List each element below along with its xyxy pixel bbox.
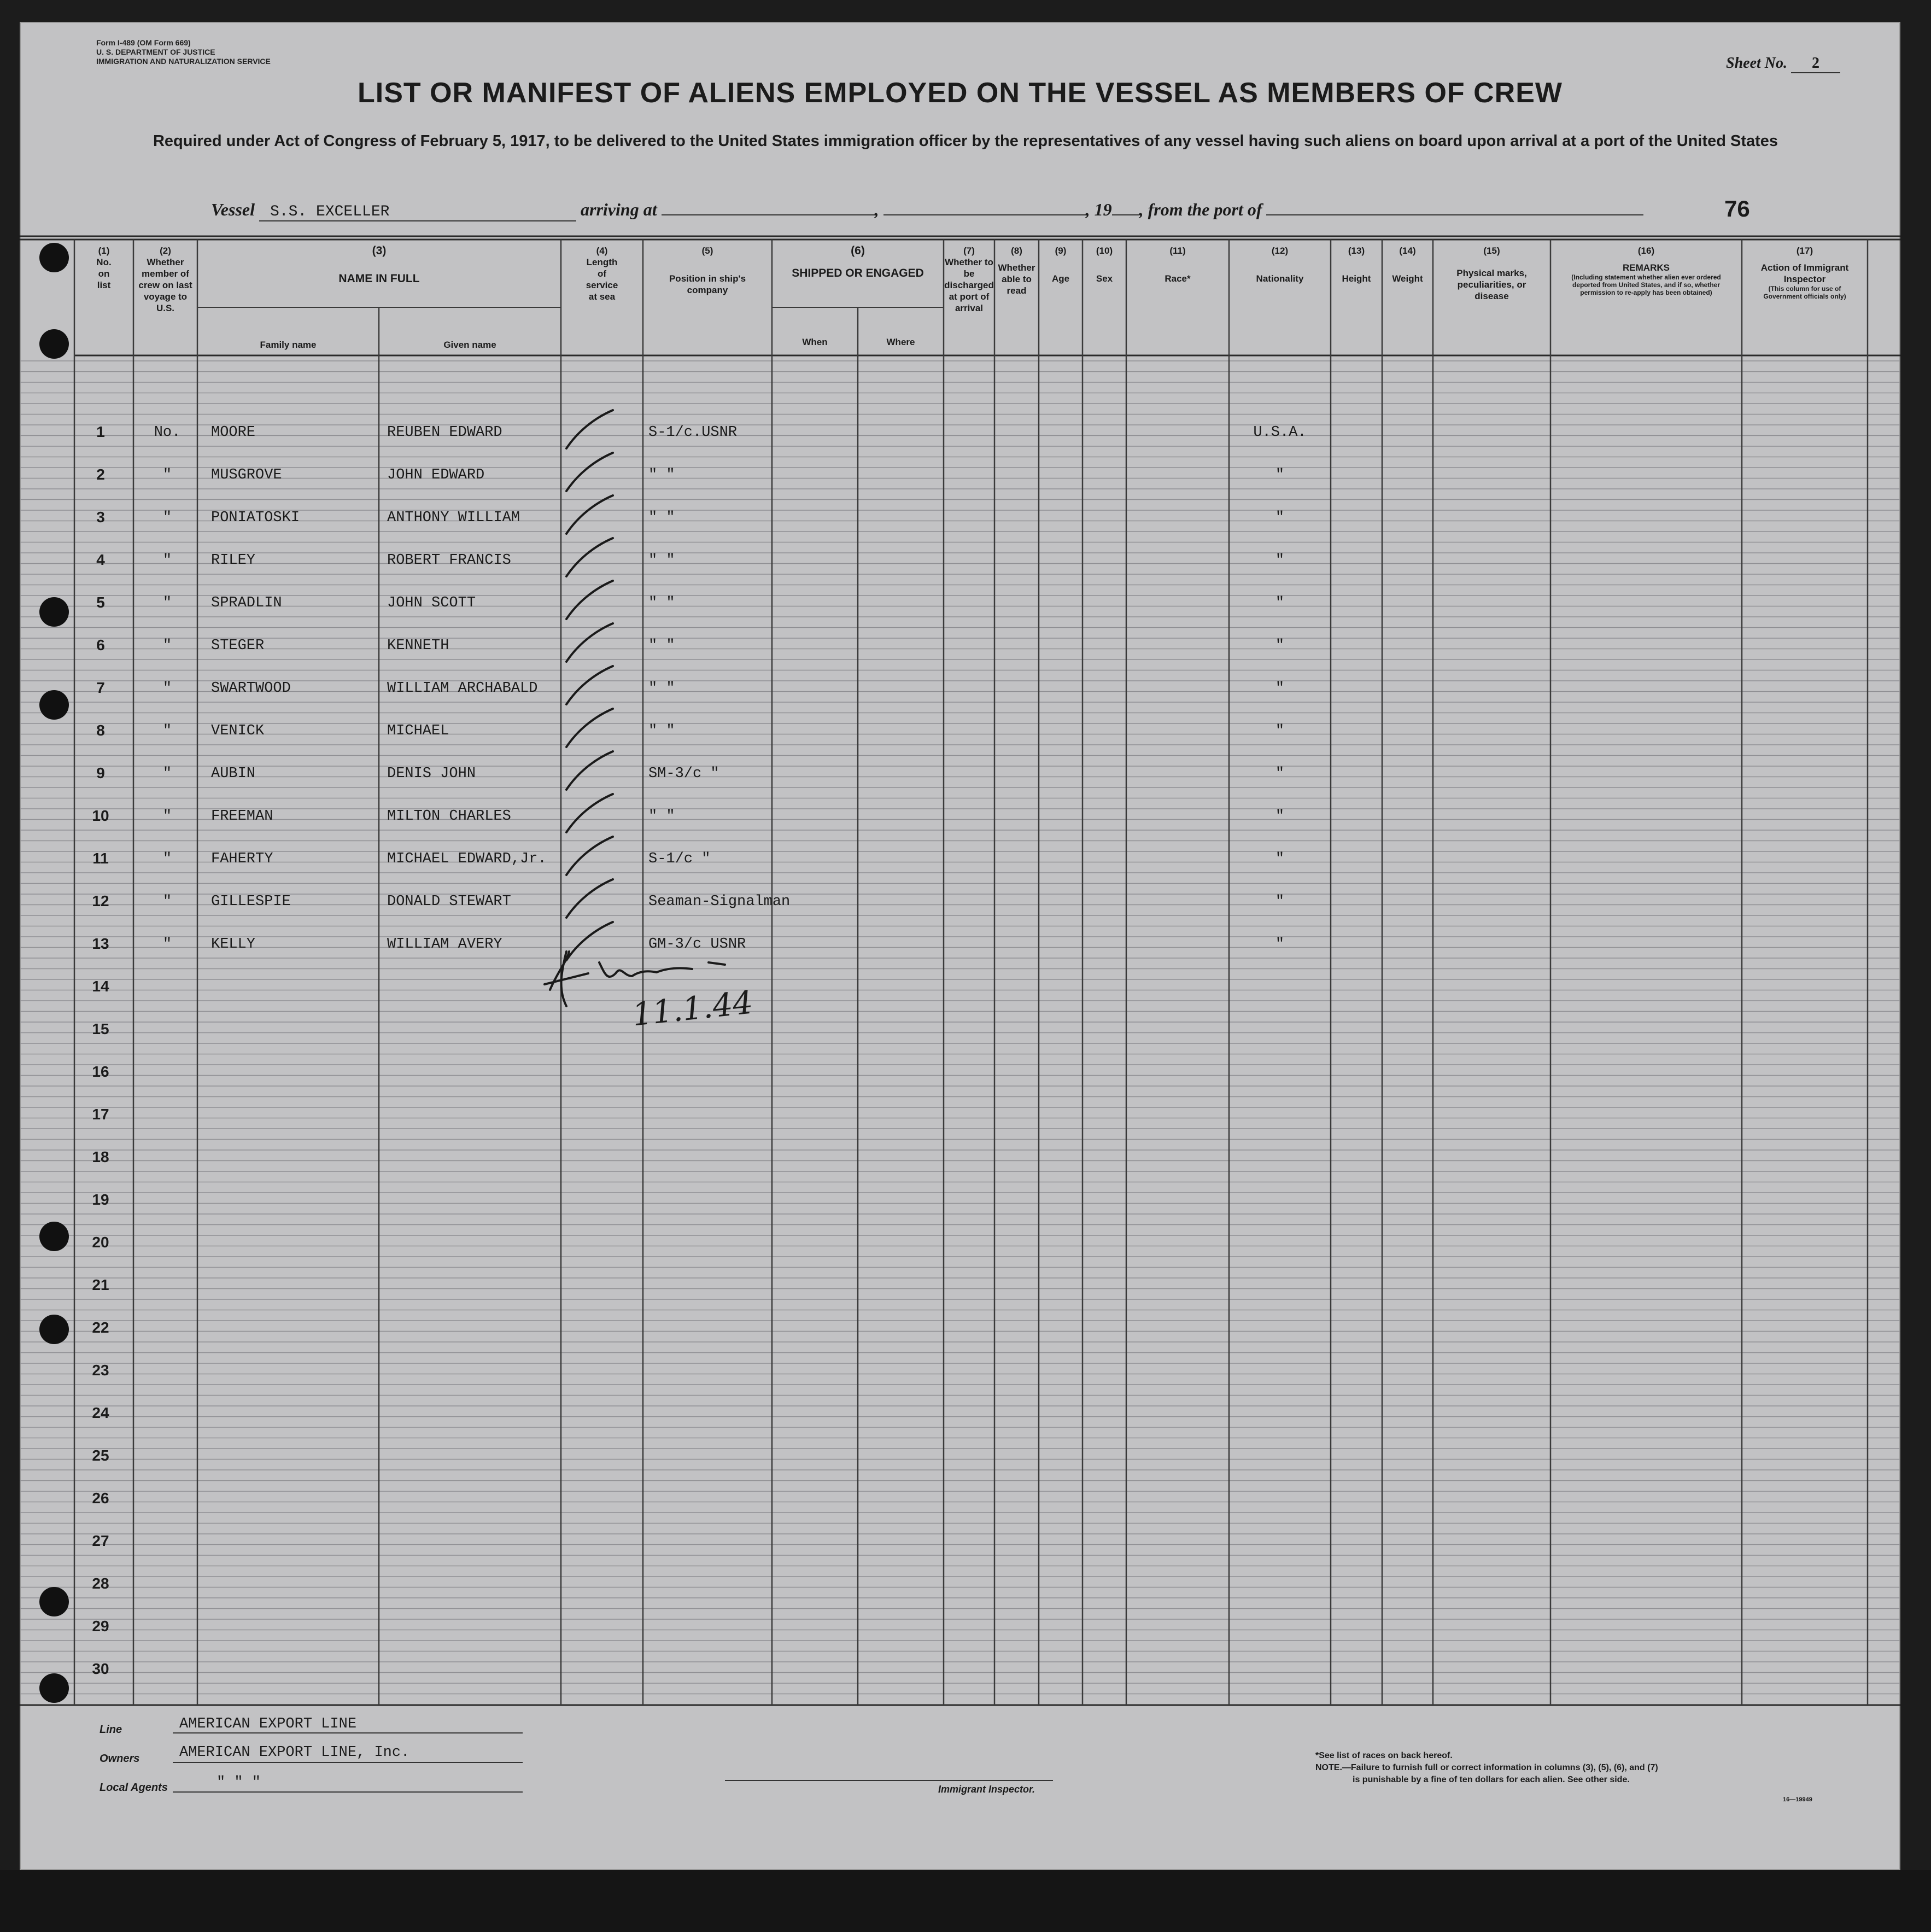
punch-hole xyxy=(39,243,69,272)
col17-number: (17) xyxy=(1796,246,1813,256)
col7-number: (7) xyxy=(963,246,975,256)
check-mark xyxy=(566,709,613,747)
position-cell: " " xyxy=(648,680,675,697)
agents-underline xyxy=(173,1791,523,1793)
family-name-cell: MOORE xyxy=(211,424,256,441)
col12-header xyxy=(1229,245,1331,284)
row-number: 3 xyxy=(96,509,105,526)
col14-header xyxy=(1382,245,1433,284)
col14-number: (14) xyxy=(1399,246,1416,256)
family-name-cell: KELLY xyxy=(211,936,256,953)
prev-voyage-cell: " xyxy=(162,467,172,483)
when-header: When xyxy=(802,337,828,347)
col9-label: Age xyxy=(1051,273,1070,284)
family-name-cell: AUBIN xyxy=(211,766,256,782)
col17-header xyxy=(1742,245,1868,300)
nationality-cell: " xyxy=(1275,894,1285,910)
race-footnote: *See list of races on back hereof. xyxy=(1315,1751,1453,1760)
col10-label: Sex xyxy=(1096,273,1113,284)
prev-voyage-cell: " xyxy=(162,680,172,697)
print-code: 16—19949 xyxy=(1783,1796,1812,1803)
punch-hole xyxy=(39,690,69,720)
col12-label: Nationality xyxy=(1256,273,1304,284)
scan-border xyxy=(0,1870,1931,1932)
family-name-cell: PONIATOSKI xyxy=(211,510,300,526)
family-name-cell: GILLESPIE xyxy=(211,894,291,910)
form-identifier xyxy=(96,38,271,66)
nationality-cell: " xyxy=(1275,851,1285,867)
row-number: 27 xyxy=(92,1532,109,1549)
punch-hole xyxy=(39,1222,69,1251)
position-cell: " " xyxy=(648,467,675,483)
position-cell: " " xyxy=(648,552,675,569)
col1-header xyxy=(74,245,133,291)
row-number: 19 xyxy=(92,1191,109,1208)
col6-header xyxy=(772,245,944,279)
row-number: 1 xyxy=(96,423,105,440)
local-agents-label: Local Agents xyxy=(100,1782,168,1794)
prev-voyage-cell: " xyxy=(162,766,172,782)
row-number: 22 xyxy=(92,1319,109,1336)
col8-number: (8) xyxy=(1011,246,1022,256)
row-number: 6 xyxy=(96,637,105,653)
position-cell: GM-3/c USNR xyxy=(648,936,746,953)
line-label: Line xyxy=(100,1724,122,1736)
prev-voyage-cell: " xyxy=(162,552,172,569)
col10-number: (10) xyxy=(1096,246,1113,256)
given-name-cell: DENIS JOHN xyxy=(387,766,476,782)
row-number: 25 xyxy=(92,1447,109,1464)
col13-number: (13) xyxy=(1348,246,1365,256)
punch-hole xyxy=(39,597,69,627)
row-number: 16 xyxy=(92,1063,109,1080)
col4-header xyxy=(561,245,643,302)
row-number: 17 xyxy=(92,1106,109,1123)
row-number: 2 xyxy=(96,466,105,483)
penalty-note-continued: is punishable by a fine of ten dollars for each alien. See other side. xyxy=(1353,1775,1630,1784)
sheet-number-label: Sheet No. xyxy=(1726,55,1787,72)
row-number: 15 xyxy=(92,1020,109,1037)
handwritten-date: 11.1.44 xyxy=(630,983,755,1034)
row-number: 20 xyxy=(92,1234,109,1251)
prev-voyage-cell: " xyxy=(162,936,172,953)
check-mark xyxy=(566,794,613,832)
prev-voyage-cell: " xyxy=(162,595,172,611)
row-number: 21 xyxy=(92,1276,109,1293)
col9-number: (9) xyxy=(1055,246,1067,256)
family-name-cell: FAHERTY xyxy=(211,851,273,867)
row-number: 24 xyxy=(92,1404,109,1421)
position-cell: " " xyxy=(648,808,675,825)
row-number: 26 xyxy=(92,1490,109,1507)
family-name-cell: STEGER xyxy=(211,638,265,654)
col1-number: (1) xyxy=(98,246,110,256)
prev-voyage-cell: " xyxy=(162,851,172,867)
row-number: 10 xyxy=(92,807,109,824)
position-cell: " " xyxy=(648,595,675,611)
col5-header xyxy=(643,245,772,296)
service-name: IMMIGRATION AND NATURALIZATION SERVICE xyxy=(96,57,271,66)
check-mark xyxy=(566,879,613,918)
arriving-field[interactable] xyxy=(662,214,875,215)
local-agents-field[interactable]: " " " xyxy=(216,1775,261,1791)
punch-hole xyxy=(39,329,69,359)
col4-label: Length of service at sea xyxy=(586,257,618,302)
check-mark xyxy=(566,837,613,875)
col5-label: Position in ship's company xyxy=(669,273,746,295)
nationality-cell: " xyxy=(1275,766,1285,782)
nationality-cell: " xyxy=(1275,510,1285,526)
family-name-cell: VENICK xyxy=(211,723,265,739)
col10-header xyxy=(1082,245,1126,284)
given-name-cell: MILTON CHARLES xyxy=(387,808,511,825)
given-name-cell: JOHN SCOTT xyxy=(387,595,476,611)
col11-number: (11) xyxy=(1169,246,1186,256)
col6-label: SHIPPED OR ENGAGED xyxy=(792,267,924,279)
col13-header xyxy=(1331,245,1382,284)
from-port-field[interactable] xyxy=(1266,214,1643,215)
given-name-cell: KENNETH xyxy=(387,638,449,654)
from-port-label: from the port of xyxy=(1148,200,1262,219)
check-mark xyxy=(566,453,613,491)
col7-header xyxy=(944,245,994,314)
arrival-date-field[interactable] xyxy=(883,214,1086,215)
col16-number: (16) xyxy=(1637,246,1655,256)
year-label: 19 xyxy=(1094,200,1112,219)
manifest-sheet xyxy=(20,22,1900,1870)
row-number: 29 xyxy=(92,1618,109,1635)
col2-header xyxy=(133,245,197,314)
check-mark xyxy=(566,922,613,960)
sheet-number xyxy=(1726,55,1840,73)
col3-number: (3) xyxy=(372,244,387,257)
given-name-cell: ROBERT FRANCIS xyxy=(387,552,511,569)
page-subtitle: Required under Act of Congress of February 5, 1917, to be delivered to the United States immigration officer by the representatives of any vessel having such aliens on board upon arrival at a port of the United States xyxy=(153,132,1778,150)
vessel-field[interactable]: S.S. EXCELLER xyxy=(259,203,576,221)
where-header: Where xyxy=(886,337,915,347)
row-number: 9 xyxy=(96,764,105,781)
prev-voyage-cell: " xyxy=(162,510,172,526)
nationality-cell: " xyxy=(1275,638,1285,654)
given-name-header: Given name xyxy=(443,340,496,350)
row-number: 18 xyxy=(92,1148,109,1165)
family-name-cell: SWARTWOOD xyxy=(211,680,291,697)
position-cell: S-1/c " xyxy=(648,851,711,867)
col13-label: Height xyxy=(1342,273,1371,284)
line-field[interactable]: AMERICAN EXPORT LINE xyxy=(179,1716,357,1732)
col2-number: (2) xyxy=(160,246,171,256)
given-name-cell: JOHN EDWARD xyxy=(387,467,485,483)
col14-label: Weight xyxy=(1392,273,1423,284)
row-number: 11 xyxy=(92,850,109,867)
row-number: 30 xyxy=(92,1660,109,1677)
arriving-label: arriving at xyxy=(581,200,657,219)
check-mark xyxy=(566,751,613,790)
check-mark xyxy=(566,538,613,576)
given-name-cell: ANTHONY WILLIAM xyxy=(387,510,520,526)
nationality-cell: " xyxy=(1275,723,1285,739)
sheet-number-value: 2 xyxy=(1791,55,1840,73)
family-name-header: Family name xyxy=(260,340,317,350)
row-number: 4 xyxy=(96,551,105,568)
row-number: 7 xyxy=(96,679,105,696)
col11-label: Race* xyxy=(1165,273,1191,284)
row-number: 28 xyxy=(92,1575,109,1592)
prev-voyage-cell: " xyxy=(162,894,172,910)
col15-number: (15) xyxy=(1483,246,1500,256)
page-number: 76 xyxy=(1724,196,1750,221)
nationality-cell: " xyxy=(1275,467,1285,483)
family-name-cell: RILEY xyxy=(211,552,256,569)
family-name-cell: FREEMAN xyxy=(211,808,273,825)
col3-label: NAME IN FULL xyxy=(338,272,420,285)
col5-number: (5) xyxy=(701,246,713,256)
page-title: LIST OR MANIFEST OF ALIENS EMPLOYED ON THE VESSEL AS MEMBERS OF CREW xyxy=(358,77,1563,109)
prev-voyage-cell: " xyxy=(162,808,172,825)
row-number: 14 xyxy=(92,978,109,995)
col2-label: Whether member of crew on last voyage to U.S. xyxy=(138,257,192,313)
department-name: U. S. DEPARTMENT OF JUSTICE xyxy=(96,48,215,56)
owners-field[interactable]: AMERICAN EXPORT LINE, Inc. xyxy=(179,1744,410,1761)
nationality-cell: " xyxy=(1275,936,1285,953)
col12-number: (12) xyxy=(1271,246,1289,256)
vessel-line: Vessel S.S. EXCELLER arriving at , , 19 , from the port of xyxy=(211,200,1643,221)
col17-sublabel: (This column for use of Government officials only) xyxy=(1763,285,1846,300)
col3-header xyxy=(197,245,561,284)
check-mark xyxy=(566,410,613,448)
nationality-cell: " xyxy=(1275,680,1285,697)
col16-header xyxy=(1550,245,1742,296)
penalty-note: NOTE.—Failure to furnish full or correct information in columns (3), (5), (6), and (7) xyxy=(1315,1763,1658,1772)
form-number: Form I-489 (OM Form 669) xyxy=(96,38,191,47)
line-underline xyxy=(173,1732,523,1733)
position-cell: " " xyxy=(648,723,675,739)
col7-label: Whether to be discharged at port of arrival xyxy=(944,257,994,313)
given-name-cell: REUBEN EDWARD xyxy=(387,424,502,441)
inspector-signature-line[interactable] xyxy=(725,1780,1053,1781)
col11-header xyxy=(1126,245,1229,284)
position-cell: Seaman-Signalman xyxy=(648,894,791,910)
year-field[interactable] xyxy=(1112,214,1139,215)
owners-label: Owners xyxy=(100,1753,140,1765)
row-number: 8 xyxy=(96,722,105,739)
col15-label: Physical marks, peculiarities, or disease xyxy=(1456,268,1527,301)
nationality-cell: " xyxy=(1275,595,1285,611)
col8-header xyxy=(994,245,1039,296)
given-name-cell: DONALD STEWART xyxy=(387,894,511,910)
footnote xyxy=(1315,1750,1658,1786)
check-mark xyxy=(566,666,613,704)
row-number: 13 xyxy=(92,935,109,952)
check-mark xyxy=(566,623,613,662)
prev-voyage-cell: " xyxy=(162,723,172,739)
col16-label: REMARKS xyxy=(1623,262,1670,273)
family-name-cell: SPRADLIN xyxy=(211,595,282,611)
col16-sublabel: (Including statement whether alien ever ordered deported from United States, and if so, whether permission to re-apply has been obtained) xyxy=(1571,273,1721,296)
family-name-cell: MUSGROVE xyxy=(211,467,282,483)
nationality-cell: " xyxy=(1275,808,1285,825)
position-cell: " " xyxy=(648,638,675,654)
given-name-cell: WILLIAM AVERY xyxy=(387,936,502,953)
given-name-cell: WILLIAM ARCHABALD xyxy=(387,680,538,697)
col6-number: (6) xyxy=(851,244,865,257)
given-name-cell: MICHAEL xyxy=(387,723,449,739)
nationality-cell: " xyxy=(1275,552,1285,569)
punch-hole xyxy=(39,1587,69,1616)
prev-voyage-cell: " xyxy=(162,638,172,654)
punch-hole xyxy=(39,1315,69,1344)
col17-label: Action of Immigrant Inspector xyxy=(1760,262,1849,284)
col4-number: (4) xyxy=(596,246,608,256)
check-mark xyxy=(566,581,613,619)
position-cell: SM-3/c " xyxy=(648,766,719,782)
nationality-cell: U.S.A. xyxy=(1253,424,1307,441)
given-name-cell: MICHAEL EDWARD,Jr. xyxy=(387,851,547,867)
position-cell: " " xyxy=(648,510,675,526)
col1-label: No. on list xyxy=(96,257,112,290)
owners-underline xyxy=(173,1762,523,1763)
check-mark xyxy=(566,495,613,534)
prev-voyage-cell: No. xyxy=(154,424,181,441)
col9-header xyxy=(1039,245,1082,284)
row-number: 12 xyxy=(92,892,109,909)
col8-label: Whether able to read xyxy=(998,262,1035,296)
inspector-label: Immigrant Inspector. xyxy=(938,1784,1035,1795)
vessel-label: Vessel xyxy=(211,200,255,219)
col15-header xyxy=(1433,245,1550,302)
punch-hole xyxy=(39,1673,69,1703)
position-cell: S-1/c.USNR xyxy=(648,424,738,441)
row-number: 23 xyxy=(92,1362,109,1379)
row-number: 5 xyxy=(96,594,105,611)
